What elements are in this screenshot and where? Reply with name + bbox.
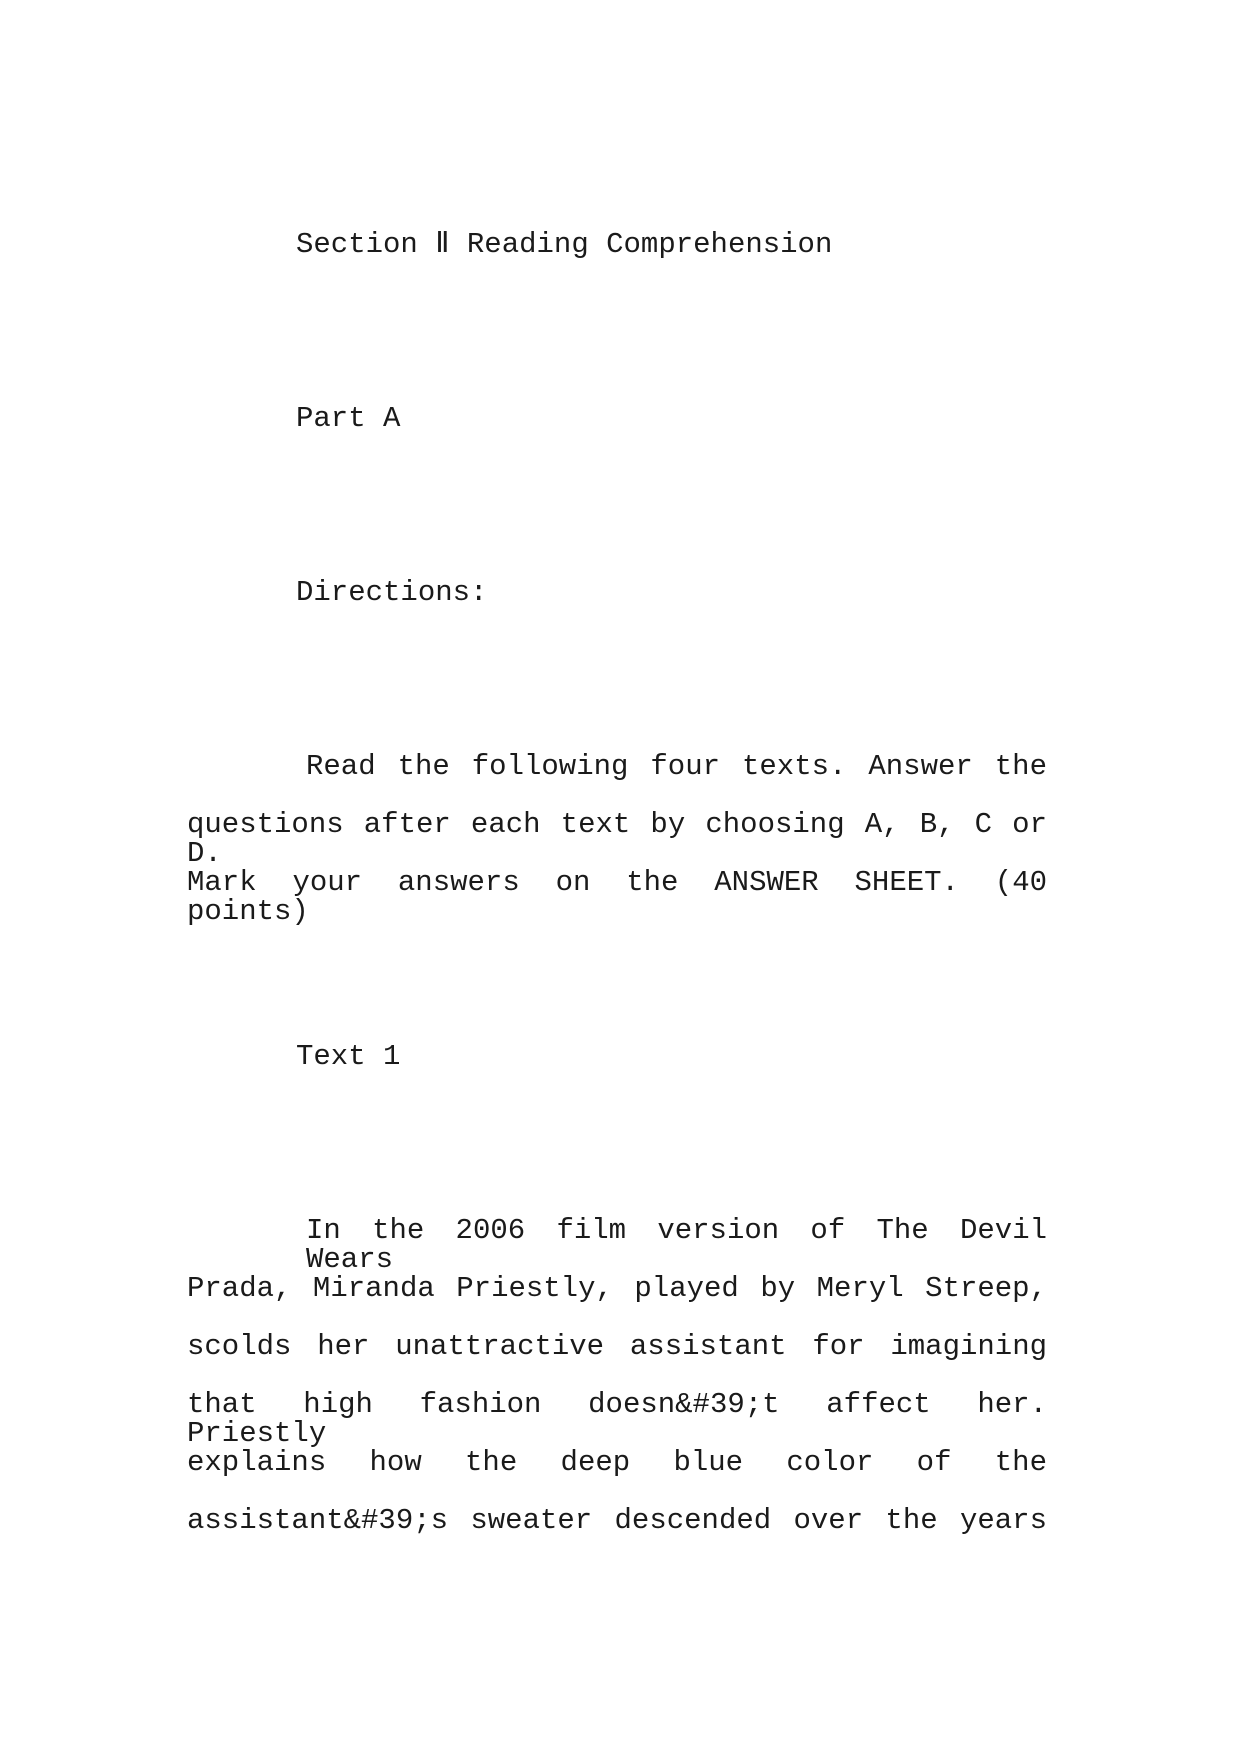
text-label: Text 1 bbox=[296, 1040, 401, 1073]
text1-line: Prada, Miranda Priestly, played by Meryl Streep, bbox=[187, 1272, 1047, 1305]
text1-line: that high fashion doesn&#39;t affect her. Priestly bbox=[187, 1388, 1047, 1450]
directions-line: Mark your answers on the ANSWER SHEET. (40 points) bbox=[187, 866, 1047, 928]
directions-line: Read the following four texts. Answer the bbox=[306, 750, 1047, 783]
directions-label: Directions: bbox=[296, 576, 488, 609]
directions-line: questions after each text by choosing A, B, C or D. bbox=[187, 808, 1047, 870]
text1-line: scolds her unattractive assistant for imagining bbox=[187, 1330, 1047, 1363]
text1-line: explains how the deep blue color of the bbox=[187, 1446, 1047, 1479]
text1-line: assistant&#39;s sweater descended over the years bbox=[187, 1504, 1047, 1537]
text1-line: In the 2006 film version of The Devil Wears bbox=[306, 1214, 1047, 1276]
section-title: Section Ⅱ Reading Comprehension bbox=[296, 228, 833, 261]
part-title: Part A bbox=[296, 402, 401, 435]
